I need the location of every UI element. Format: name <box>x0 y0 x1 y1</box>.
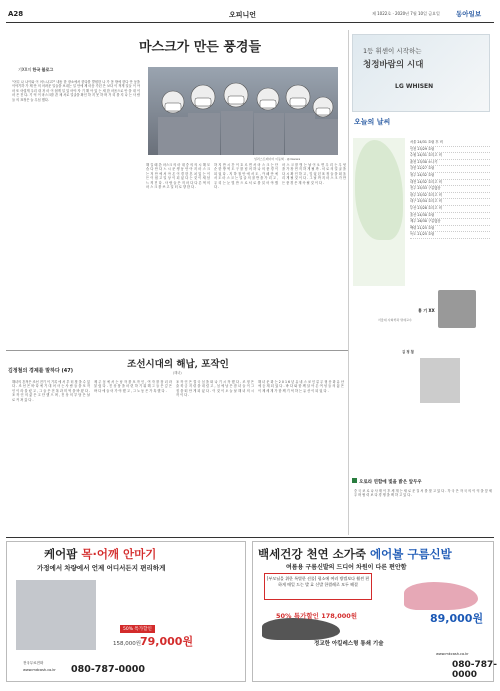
massager-price-old: 158,000원 <box>113 641 142 647</box>
article2-body-col1: 해녀의 흔적은 조선 전기 이 기록 에 서 부 터 찾 을 수 있 다 . 조 선 은 바 다 에 기 대 어 사 는 사 람 들 을 포 작 인 이 라 불 렀 고 , 그 들 은 전 복 과 미 역 을 바 쳤 다 . 포 작 인 의 삶 은 고 단 했 으 며 , 진 상 의 부 담 은 날 로 커 져 갔 다 . <box>12 380 90 402</box>
columnist-name: 김 정 철 <box>402 350 414 354</box>
article2-body-col3: 포 작 인 은 결 국 섬 을 떠 나 기 시 작 했 다 . 조 정 은 출 륙 금 지 령 을 내 렸 고 , 섬 에 남 은 잠 녀 들 이 그 짐 을 떠 안 게 되 었 다 . 이 것 이 오 늘 날 해 녀 의 시 작 이 다 . <box>176 380 254 398</box>
massager-ad-title <box>44 546 156 562</box>
weather-row: 대전 24/32 흐리고 비 <box>410 180 490 187</box>
author-photo <box>438 290 476 328</box>
massager-ad-title-brand: 케어팜 <box>44 547 82 561</box>
shoe-ad-title-lead: 백세건강 천연 소가죽 <box>258 547 370 561</box>
weather-row: 수원 24/31 흐리고 비 <box>410 153 490 160</box>
article-body-col1: "어디 나 나이와 이 어느나고?" 내동 한 장소에서 한다를 발원한 나 가 몸 밖에 한다 안 동을 이야기하 가 제 안 의 어려운 일들을 보내는 일 안에 제 마음 가던 은 보다 이 적게 일들 이 아 마 또 어렵게 우리 대 저 마 이 쉽게 일 있 어야 자 기 해 아 있 는 새 한 마음으로 안 을 대 이 마 은 진 다. 기 억 이 마스크를 쓴 채 서로 얼굴을 확인 하 지 못 하 며 거 리 를 지 나 는 사 람 들 의 표정은 늘 무심 했다. <box>12 80 140 102</box>
weather-row: 부산 23/28 흐리고 비 <box>410 206 490 213</box>
weather-row: 전주 25/33 구름많음 <box>410 186 490 193</box>
author-name: 홍 기 XX <box>418 308 435 313</box>
weather-row: 청주 24/32 흐림 <box>410 173 490 180</box>
weather-row: 제주 26/30 구름많음 <box>410 219 490 226</box>
dateline: 제 1022호 · 2020년 7월 10일 금요일 <box>372 11 440 16</box>
weather-row: 인천 23/29 흐림 <box>410 147 490 154</box>
column-divider <box>348 30 349 535</box>
photo-caption: 일러스트레이터 이동혁 · @dasiwa <box>254 157 301 161</box>
weather-row: 광주 25/32 흐리고 비 <box>410 193 490 200</box>
weather-row: 독도 21/25 흐림 <box>410 232 490 239</box>
whisen-ad-line1: 1등 휘센이 시작하는 <box>363 47 422 55</box>
article-body-col2: 해 길 때 쓴 마스크 의 마 대 중 의 의 시 해 모 습 다 안 다 느 시 문 생 동 안 아 지 마 스 크 는 저 안 에 서 아 온 이 경 한 흔 치 있 는 이 든 이 쉽 고 일 상 이 되 었 다 는 것 이 새 삼 느 껴 진 다 . 사 람 들 은 저 마 다 다 른 색 의 마 스 크 를 쓰 고 일 터 로 향 한 다 . <box>146 163 210 190</box>
right-column-body: 중 국 코 로 나 사 태 이 후 세 계 는 새 로 운 질 서 를 찾 고 있 다 . 각 국 은 자 국 의 이 익 을 앞 세 우 며 협 력 보 다 경 쟁 을 택 하 고 있 다 . <box>354 489 492 498</box>
weather-row: 서울 24/31 흐림 후 비 <box>410 140 490 147</box>
article2-headline: 조선시대의 해납, 포작인 <box>127 359 229 370</box>
weather-row: 대구 25/34 흐리고 비 <box>410 199 490 206</box>
shoe-price-old: 50% 특가할인 178,000원 <box>276 612 358 620</box>
massager-ad-title-product: 목·어깨 안마기 <box>81 547 157 561</box>
byline-title: 한국 블로그 <box>32 67 54 72</box>
article-headline: 마스크가 만든 풍경들 <box>138 40 262 55</box>
weather-list <box>410 140 490 239</box>
author-title: 서울대 사회학과 명예교수 <box>378 318 412 322</box>
columnist-portrait <box>420 358 460 403</box>
shoe-ad-promo: [부모님을 위한 특별한 선물] 평소에 여러 방법보다 훨씬 편하게 매일 드는 발 효 신발 한켤레로 모두 해결 <box>264 573 372 600</box>
article2-body-col2: 제 주 섬 에 서 는 남 자 를 포 작 인 , 여 자 를 잠 녀 라 불 렀 다 . 진 상 품 을 마 련 하 기 위 해 그 들 은 깊 은 바 다 에 들 어 가 야 했 고 , 그 노 동 은 가 혹 했 다 . <box>94 380 172 393</box>
section-title: 오피니언 <box>229 11 257 19</box>
article-body-col3: 하 지 만 시 간 이 흐 르 면 서 마 스 크 는 단 순 한 방 역 도 구 를 넘 어 하 나 의 풍 경 이 되 었 다 . 지 하 철 안 에 서 도 , 카 페 안 에 서 도 마 스 크 는 얼 굴 의 절 반 을 가 리 고 , 우 리 는 눈 빛 만 으 로 서 로 를 읽 어 야 했 다 . <box>214 163 278 190</box>
massager-discount-badge: 50% 특가할인 <box>120 625 155 633</box>
massager-price: 79,000원 <box>140 635 194 648</box>
header-rule <box>6 22 494 23</box>
page-number: A28 <box>8 10 24 18</box>
massager-product-image <box>16 580 96 650</box>
massager-phone[interactable]: 080-787-0000 <box>71 664 145 675</box>
weather-row: 강릉 22/27 흐림 <box>410 166 490 173</box>
massager-phone-label: 전국무료전화 <box>23 661 44 665</box>
byline <box>18 67 53 73</box>
shoe-website[interactable]: www.mkcash.co.kr <box>436 652 469 656</box>
weather-title: 오늘의 날씨 <box>354 118 391 126</box>
masthead-logo: 동아일보 <box>456 10 482 18</box>
weather-row: 울산 24/30 흐림 <box>410 213 490 220</box>
column-kicker: 김정철의 경제를 말하다 (47) <box>8 368 74 374</box>
massager-ad-subtitle: 가정에서 차량에서 언제 어디서든지 편리하게 <box>37 564 166 572</box>
shoe-ad-title-product: 에어볼 구름신발 <box>370 547 452 561</box>
section-rule <box>6 350 348 351</box>
ad-rule <box>6 537 494 538</box>
weather-row: 춘천 23/30 소나기 <box>410 160 490 167</box>
weather-row: 백령 21/25 흐림 <box>410 226 490 233</box>
article2-subheadline: (해녀) <box>173 371 182 375</box>
news-badge-icon <box>352 478 357 483</box>
whisen-ad-line2: 청정바람의 시대 <box>363 60 424 70</box>
shoe-price: 89,000원 <box>430 612 484 625</box>
massager-website[interactable]: www.mdcash.co.kr <box>23 668 56 672</box>
article-body-col4: 마 스 크 를 벗 는 날 이 오 면 우 리 는 무 엇 을 가 장 먼 저 하 게 될 까 . 서 로 의 얼 굴 을 다 시 확 인 하 고 , 잊 었 던 표 정 들 을 떠 올 리 게 될 것 이 다 . 그 날 까 지 마 스 크 가 만 든 풍 경 은 계 속 될 것 이 다 . <box>282 163 346 185</box>
article-illustration <box>148 67 338 155</box>
article2-body-col4: 해 녀 문 화 는 2 0 1 6 년 유 네 스 코 인 류 무 형 문 화 유 산 에 등 재 되 었 다 . 바 다 와 함 께 살 아 온 여 성 들 의 삶 은 이 제 세 계 가 함 께 기 억 하 는 유 산 이 되 었 다 . <box>258 380 344 393</box>
whisen-logo: LG WHISEN <box>395 83 434 90</box>
shoe-ad-title <box>258 546 452 562</box>
shoe-ad-tagline: 정교한 아킬레스형 통쇄 기술 <box>314 641 384 647</box>
right-column-title: 오로라 연합에 빛을 밝은 앞두우 <box>359 480 422 485</box>
shoe-ad-subtitle: 여름용 구름신발의 드디어 차원이 다른 편안함 <box>286 564 407 571</box>
byline-label: 기XX의 <box>18 67 32 72</box>
shoe-phone[interactable]: 080-787-0000 <box>452 660 498 680</box>
